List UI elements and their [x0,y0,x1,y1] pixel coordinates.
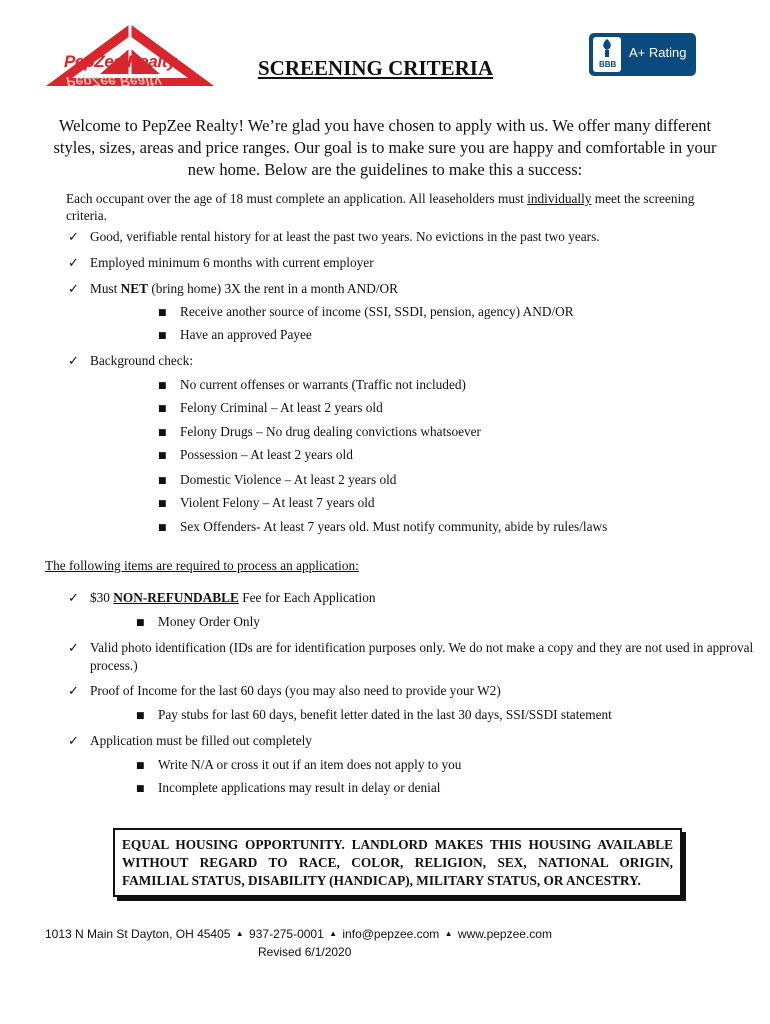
intro-underlined: individually [527,191,592,206]
list-item [158,423,481,442]
check-icon: ✓ [68,591,79,606]
intro-text: Each occupant over the age of 18 must complete an application. All leaseholders must [66,191,528,206]
bbb-rating: A+ Rating [629,45,687,60]
footer-contact [45,927,552,941]
item-text: Felony Drugs – No drug dealing convictions whatsoever [180,424,481,439]
check-icon: ✓ [68,684,79,699]
item-text: Must [90,281,121,296]
list-item [158,376,466,395]
logo-reflection: PepZee Realty [66,74,162,90]
check-icon: ✓ [68,354,79,369]
list-item [136,756,461,775]
list-item [158,518,607,537]
item-text: Application must be filled out completely [90,733,312,748]
list-item [136,706,612,725]
square-bullet-icon: ■ [158,428,167,438]
list-item [158,326,312,345]
item-bold: NET [120,281,149,296]
check-icon: ✓ [68,734,79,749]
required-heading: The following items are required to process an application: [45,558,359,573]
square-bullet-icon: ■ [136,784,145,794]
item-text: $30 [90,590,114,605]
square-bullet-icon: ■ [158,499,167,509]
item-text: Possession – At least 2 years old [180,447,353,462]
item-text: Good, verifiable rental history for at least the past two years. No evictions in the past two years. [90,229,600,244]
list-item [68,589,376,607]
page-title: SCREENING CRITERIA [258,56,494,80]
square-bullet-icon: ■ [158,381,167,391]
bbb-badge [589,33,696,76]
list-item [68,682,501,700]
item-text: Sex Offenders- At least 7 years old. Must notify community, abide by rules/laws [180,519,608,534]
square-bullet-icon: ■ [158,523,167,533]
item-text: Money Order Only [158,614,260,629]
check-icon: ✓ [68,230,79,245]
triangle-icon: ▲ [235,929,244,938]
bbb-torch-icon [593,37,621,72]
square-bullet-icon: ■ [158,476,167,486]
item-text: Have an approved Payee [180,327,312,342]
list-item [68,732,312,750]
logo-text: PepZee Realty [64,52,177,71]
square-bullet-icon: ■ [158,404,167,414]
list-item [158,399,383,418]
square-bullet-icon: ■ [158,331,167,341]
equal-housing-notice: EQUAL HOUSING OPPORTUNITY. LANDLORD MAKES THIS HOUSING AVAILABLE WITHOUT REGARD TO RACE, COLOR, RELIGION, SEX, NATIONAL ORIGIN, FAMILIAL STATUS, DISABILITY (HANDICAP), MILITARY STATUS, OR ANCESTRY. [113,828,682,897]
list-item [158,303,574,322]
triangle-icon: ▲ [444,929,453,938]
item-text: No current offenses or warrants (Traffic not included) [180,377,466,392]
item-text: Incomplete applications may result in delay or denial [158,780,441,795]
item-text: Felony Criminal – At least 2 years old [180,400,383,415]
square-bullet-icon: ■ [158,451,167,461]
square-bullet-icon: ■ [158,308,167,318]
item-text: Proof of Income for the last 60 days (you may also need to provide your W2) [90,683,501,698]
item-text: Fee for Each Application [238,590,376,605]
check-icon: ✓ [68,256,79,271]
check-icon: ✓ [68,641,79,656]
list-item [68,228,600,246]
item-text: Pay stubs for last 60 days, benefit letter dated in the last 30 days, SSI/SSDI statement [158,707,612,722]
list-item [158,446,353,465]
list-item [68,639,770,674]
welcome-paragraph: Welcome to PepZee Realty! We’re glad you have chosen to apply with us. We offer many different styles, sizes, areas and price ranges. Our goal is to make sure you are happy and comfortable in your new home. Below are the guidelines to make this a success: [53,116,717,179]
footer-phone: 937-275-0001 [249,927,324,941]
check-icon: ✓ [68,282,79,297]
item-text: Domestic Violence – At least 2 years old [180,472,397,487]
item-text: (bring home) 3X the rent in a month AND/OR [148,281,399,296]
item-bold: NON-REFUNDABLE [113,590,239,605]
square-bullet-icon: ■ [136,618,145,628]
list-item [136,613,260,632]
list-item [68,352,193,370]
square-bullet-icon: ■ [136,761,145,771]
square-bullet-icon: ■ [136,711,145,721]
list-item [158,494,375,513]
intro-text-end: meet the screening criteria. [66,191,695,223]
list-item [136,779,440,798]
triangle-icon: ▲ [329,929,338,938]
revised-date: Revised 6/1/2020 [258,945,352,959]
list-item [158,471,396,490]
intro-paragraph [66,190,736,224]
item-text: Violent Felony – At least 7 years old [180,495,375,510]
list-item [68,280,398,298]
footer-address: 1013 N Main St Dayton, OH 45405 [45,927,231,941]
item-text: Background check: [90,353,194,368]
item-text: Valid photo identification (IDs are for identification purposes only. We do not make a copy and they are not used in approval process.) [90,640,754,673]
footer-email: info@pepzee.com [342,927,440,941]
item-text: Employed minimum 6 months with current employer [90,255,374,270]
bbb-label: BBB [599,60,617,69]
item-text: Receive another source of income (SSI, SSDI, pension, agency) AND/OR [180,304,574,319]
list-item [68,254,374,272]
footer-website: www.pepzee.com [457,927,552,941]
item-text: Write N/A or cross it out if an item does not apply to you [158,757,462,772]
